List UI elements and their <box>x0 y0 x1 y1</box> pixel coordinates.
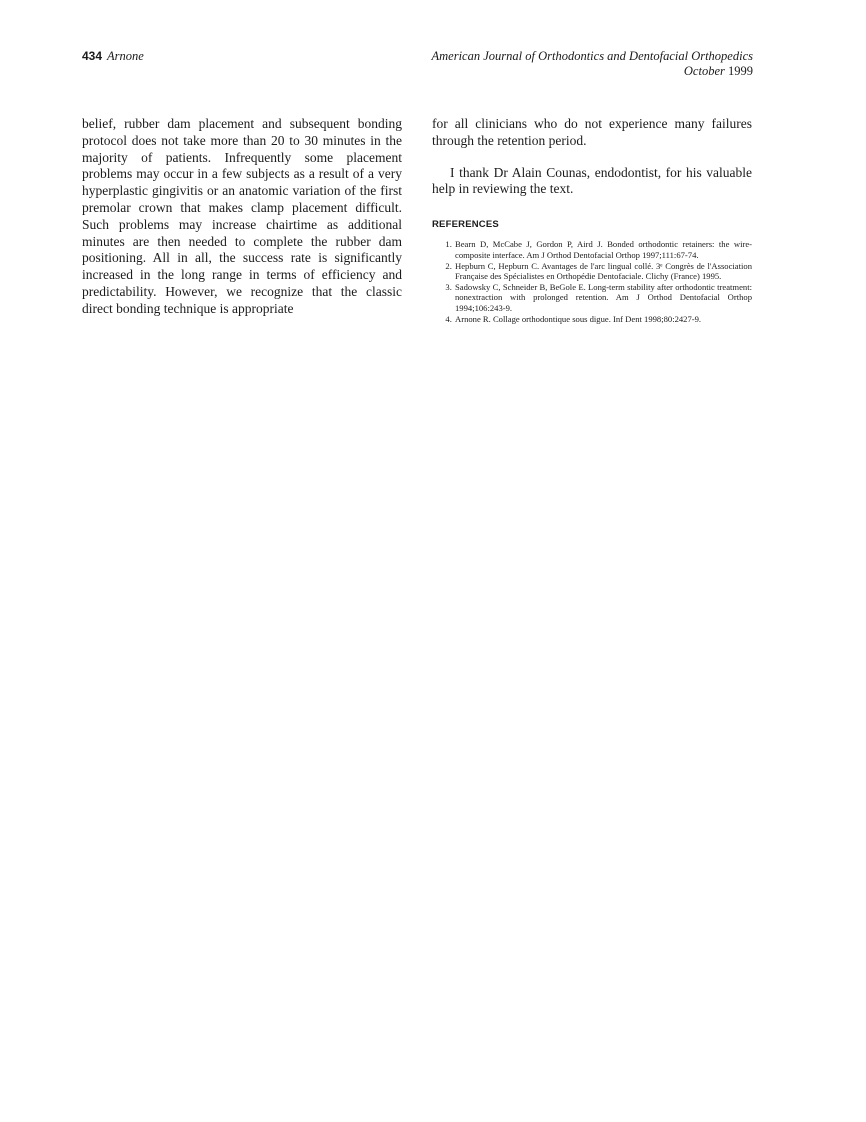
running-head-right <box>432 49 754 79</box>
issue-month: October <box>683 64 725 78</box>
left-column <box>82 116 402 324</box>
running-head <box>82 49 753 79</box>
right-column <box>432 116 752 324</box>
acknowledgment-paragraph: I thank Dr Alain Counas, endodontist, for his valuable help in reviewing the text. <box>432 164 752 197</box>
running-head-left <box>82 49 144 64</box>
page-number: 434 <box>82 49 103 63</box>
references-heading: REFERENCES <box>432 219 499 231</box>
reference-item: 4. Arnone R. Collage orthodontique sous digue. Inf Dent 1998;80:2427-9. <box>454 314 752 324</box>
article-body <box>82 116 753 324</box>
issue-line <box>432 64 754 79</box>
reference-item: 2. Hepburn C, Hepburn C. Avantages de l'arc lingual collé. 3ᵉ Congrès de l'Association Française des Spécialistes en Orthopédie Dentofaciale. Clichy (France) 1995. <box>454 261 752 282</box>
journal-title: American Journal of Orthodontics and Dentofacial Orthopedics <box>431 49 753 63</box>
issue-year: 1999 <box>728 64 753 78</box>
references-list <box>432 239 752 324</box>
author-name: Arnone <box>107 49 144 63</box>
reference-item: 1. Bearn D, McCabe J, Gordon P, Aird J. Bonded orthodontic retainers: the wire-composite interface. Am J Orthod Dentofacial Orthop 1997;111:67-74. <box>454 239 752 260</box>
body-paragraph-continuation: for all clinicians who do not experience many failures through the retention period. <box>432 116 752 148</box>
body-paragraph-left: belief, rubber dam placement and subsequent bonding protocol does not take more than 20 to 30 minutes in the majority of patients. Infrequently some placement problems may occur in a few subjects as a result of a very hyperplastic gingivitis or an anatomic variation of the first premolar crown that makes clamp placement difficult. Such problems may increase chairtime as additional minutes are then needed to complete the rubber dam positioning. All in all, the success rate is significantly increased in the long range in terms of efficiency and predictability. However, we recognize that the classic direct bonding technique is appropriate <box>82 116 402 316</box>
reference-item: 3. Sadowsky C, Schneider B, BeGole E. Long-term stability after orthodontic treatment: nonextraction with prolonged retention. Am J Orthod Dentofacial Orthop 1994;106:243-9. <box>454 282 752 313</box>
